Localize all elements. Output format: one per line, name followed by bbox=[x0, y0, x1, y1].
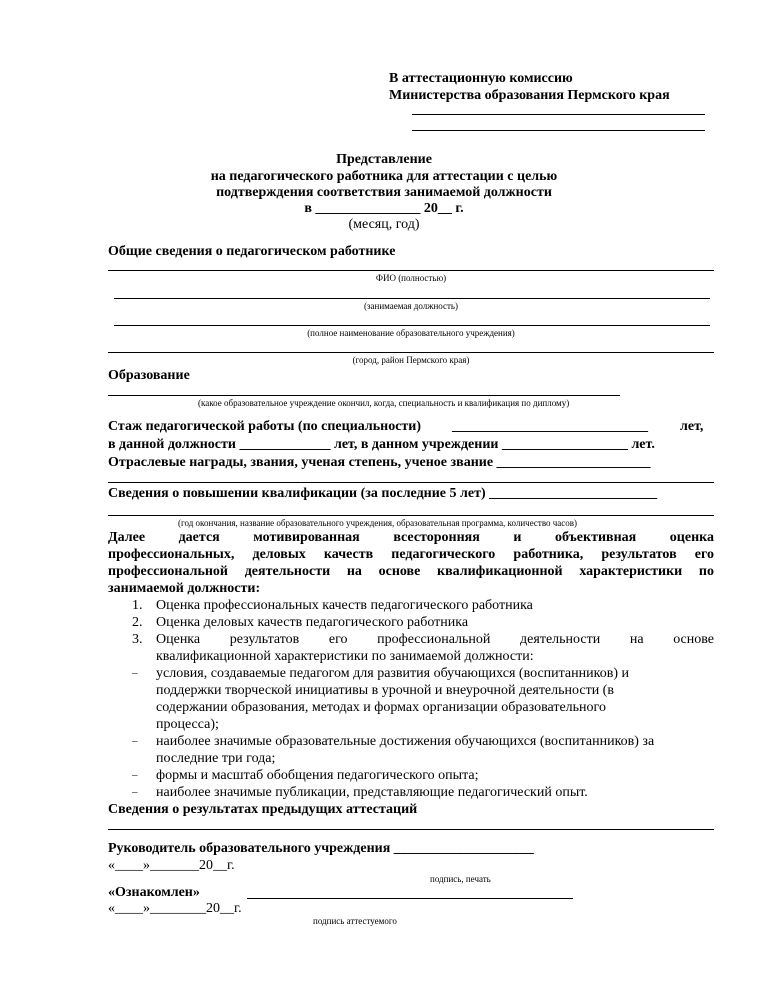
awards-blank bbox=[108, 482, 714, 483]
head-signature-date: «____»_______20__г. bbox=[108, 858, 235, 873]
institution-blank bbox=[114, 325, 710, 326]
bullet-4-mark: – bbox=[132, 786, 138, 798]
addressee-blank-2 bbox=[412, 130, 705, 131]
bullet-1-line-1: условия, создаваемые педагогом для развития обучающихся (воспитанников) и bbox=[156, 666, 629, 681]
position-experience: в данной должности _____________ лет, в данном учреждении __________________ лет. bbox=[108, 437, 655, 452]
assessment-intro-4: занимаемой должности: bbox=[108, 581, 261, 596]
assessment-intro-2: профессиональных, деловых качеств педагогического работника, результатов его bbox=[108, 547, 714, 562]
position-blank bbox=[114, 298, 710, 299]
acquainted-caption: подпись аттестуемого bbox=[313, 916, 397, 926]
position-caption: (занимаемая должность) bbox=[363, 301, 459, 311]
addressee-blank-1 bbox=[412, 114, 705, 115]
item-2-text: Оценка деловых качеств педагогического работника bbox=[156, 615, 469, 630]
acquainted-label: «Ознакомлен» bbox=[108, 885, 200, 900]
fio-caption: ФИО (полностью) bbox=[375, 273, 447, 283]
doc-period-caption: (месяц, год) bbox=[348, 217, 420, 232]
experience-years: лет, bbox=[680, 419, 704, 434]
acquainted-date: «____»________20__г. bbox=[108, 901, 242, 916]
head-signature-line: Руководитель образовательного учреждения ____________________ bbox=[108, 841, 534, 856]
bullet-4-line-1: наиболее значимые публикации, представляющие педагогический опыт. bbox=[156, 785, 588, 800]
experience-label: Стаж педагогической работы (по специальности) bbox=[108, 419, 422, 434]
head-signature-caption: подпись, печать bbox=[430, 874, 491, 884]
item-3-text-2: квалификационной характеристики по занимаемой должности: bbox=[156, 649, 534, 664]
bullet-2-mark: – bbox=[132, 735, 138, 747]
assessment-intro-1: Далее дается мотивированная всесторонняя и объективная оценка bbox=[108, 530, 714, 545]
bullet-1-line-3: содержании образования, методах и формах организации образовательного bbox=[156, 700, 606, 715]
qualification-line: Сведения о повышении квалификации (за последние 5 лет) ________________________ bbox=[108, 486, 658, 501]
qualification-blank bbox=[108, 515, 714, 516]
fio-blank bbox=[108, 270, 714, 271]
doc-subtitle-1: на педагогического работника для аттестации с целью bbox=[210, 169, 558, 184]
bullet-1-line-4: процесса); bbox=[156, 717, 219, 732]
bullet-1-mark: – bbox=[132, 667, 138, 679]
assessment-intro-3: профессиональной деятельности на основе квалификационной характеристики по bbox=[108, 564, 714, 579]
city-blank bbox=[108, 352, 714, 353]
institution-caption: (полное наименование образовательного учреждения) bbox=[307, 328, 515, 338]
previous-blank bbox=[108, 829, 714, 830]
awards: Отраслевые награды, звания, ученая степень, ученое звание ______________________ bbox=[108, 455, 651, 470]
bullet-1-line-2: поддержки творческой инициативы в урочной и внеурочной деятельности (в bbox=[156, 683, 614, 698]
item-1-text: Оценка профессиональных качеств педагогического работника bbox=[156, 598, 533, 613]
item-3-text-1: Оценка результатов его профессиональной деятельности на основе bbox=[156, 632, 714, 647]
doc-title: Представление bbox=[336, 152, 432, 167]
item-2-number: 2. bbox=[132, 615, 143, 630]
education-caption: (какое образовательное учреждение окончил, когда, специальность и квалификация по диплому) bbox=[198, 398, 570, 408]
education-blank bbox=[108, 395, 620, 396]
bullet-2-line-2: последние три года; bbox=[156, 751, 276, 766]
item-1-number: 1. bbox=[132, 598, 143, 613]
addressee-line-2: Министерства образования Пермского края bbox=[389, 88, 670, 103]
qualification-caption: (год окончания, название образовательного учреждения, образовательная программа, количество часов) bbox=[178, 518, 578, 528]
doc-period: в _______________ 20__ г. bbox=[304, 201, 464, 216]
city-caption: (город, район Пермского края) bbox=[352, 355, 470, 365]
bullet-2-line-1: наиболее значимые образовательные достижения обучающихся (воспитанников) за bbox=[156, 734, 655, 749]
addressee-line-1: В аттестационную комиссию bbox=[389, 71, 573, 86]
doc-subtitle-2: подтверждения соответствия занимаемой должности bbox=[216, 185, 552, 200]
previous-heading: Сведения о результатах предыдущих аттестаций bbox=[108, 802, 418, 817]
bullet-3-line-1: формы и масштаб обобщения педагогического опыта; bbox=[156, 768, 479, 783]
item-3-number: 3. bbox=[132, 632, 143, 647]
bullet-3-mark: – bbox=[132, 769, 138, 781]
general-heading: Общие сведения о педагогическом работнике bbox=[108, 244, 396, 259]
education-heading: Образование bbox=[108, 368, 190, 383]
experience-blank: ____________________________ bbox=[452, 419, 648, 434]
acquainted-blank bbox=[247, 898, 573, 899]
